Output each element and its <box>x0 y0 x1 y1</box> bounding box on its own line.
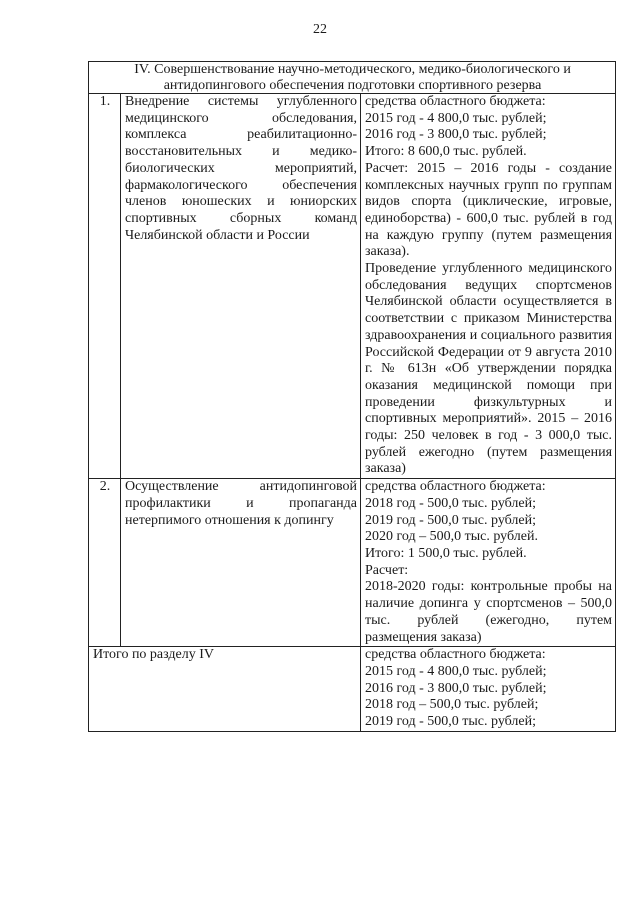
finance-line: Итого: 1 500,0 тыс. рублей. <box>365 545 527 561</box>
finance-line: 2019 год - 500,0 тыс. рублей; <box>365 512 537 528</box>
finance-line: 2015 год - 4 800,0 тыс. рублей; <box>365 110 547 126</box>
finance-note: Проведение углубленного медицинского обследования ведущих спортсменов Челябинской области осуществляется в соответствии с приказом Министерства здравоохранения и социального развития Российской Федерации от 9 августа 2010 г. № 613н «Об утверждении порядка оказания медицинской помощи при проведении физкультурных и спортивных мероприятий». 2015 – 2016 годы: 250 человек в год - 3 000,0 тыс. рублей ежегодно (путем размещения заказа) <box>365 261 613 477</box>
finance-cell <box>361 479 616 647</box>
table-row <box>89 479 616 647</box>
finance-calculation: 2018-2020 годы: контрольные пробы на наличие допинга у спортсменов – 500,0 тыс. рублей (ежегодно, путем размещения заказа) <box>365 579 613 645</box>
finance-line: Итого: 8 600,0 тыс. рублей. <box>365 144 527 160</box>
finance-line: 2015 год - 4 800,0 тыс. рублей; <box>365 663 547 679</box>
section-title: IV. Совершенствование научно-методического, медико-биологического и антидопингового обеспечения подготовки спортивного резерва <box>89 62 616 94</box>
finance-line: 2018 год - 500,0 тыс. рублей; <box>365 495 537 511</box>
total-row <box>89 647 616 732</box>
total-label: Итого по разделу IV <box>89 647 361 732</box>
program-table <box>88 61 616 732</box>
finance-line: Расчет: <box>365 562 409 578</box>
finance-line: средства областного бюджета: <box>365 647 546 663</box>
finance-line: 2019 год - 500,0 тыс. рублей; <box>365 714 537 730</box>
finance-line: 2020 год – 500,0 тыс. рублей. <box>365 529 538 545</box>
total-finance-cell <box>361 647 616 732</box>
finance-line: средства областного бюджета: <box>365 479 546 495</box>
measure-name: Внедрение системы углубленного медицинского обследования, комплекса реабилитационно-восстановительных и медико-биологических мероприятий, фармакологического обеспечения членов юношеских и юниорских спортивных сборных команд Челябинской области и России <box>121 94 361 479</box>
row-number: 1. <box>89 94 121 479</box>
finance-line: 2016 год - 3 800,0 тыс. рублей; <box>365 127 547 143</box>
finance-line: 2016 год - 3 800,0 тыс. рублей; <box>365 680 547 696</box>
measure-name: Осуществление антидопинговой профилактики и пропаганда нетерпимого отношения к допингу <box>121 479 361 647</box>
finance-line: средства областного бюджета: <box>365 94 546 109</box>
finance-cell <box>361 94 616 479</box>
finance-line: 2018 год – 500,0 тыс. рублей; <box>365 697 539 713</box>
finance-calculation: Расчет: 2015 – 2016 годы - создание комплексных научных групп по группам видов спорта (циклические, игровые, единоборства) - 600,0 тыс. рублей в год на каждую группу (путем размещения заказа). <box>365 160 613 260</box>
row-number: 2. <box>89 479 121 647</box>
table-row <box>89 94 616 479</box>
page-number: 22 <box>313 22 327 37</box>
section-header-row <box>89 62 616 94</box>
